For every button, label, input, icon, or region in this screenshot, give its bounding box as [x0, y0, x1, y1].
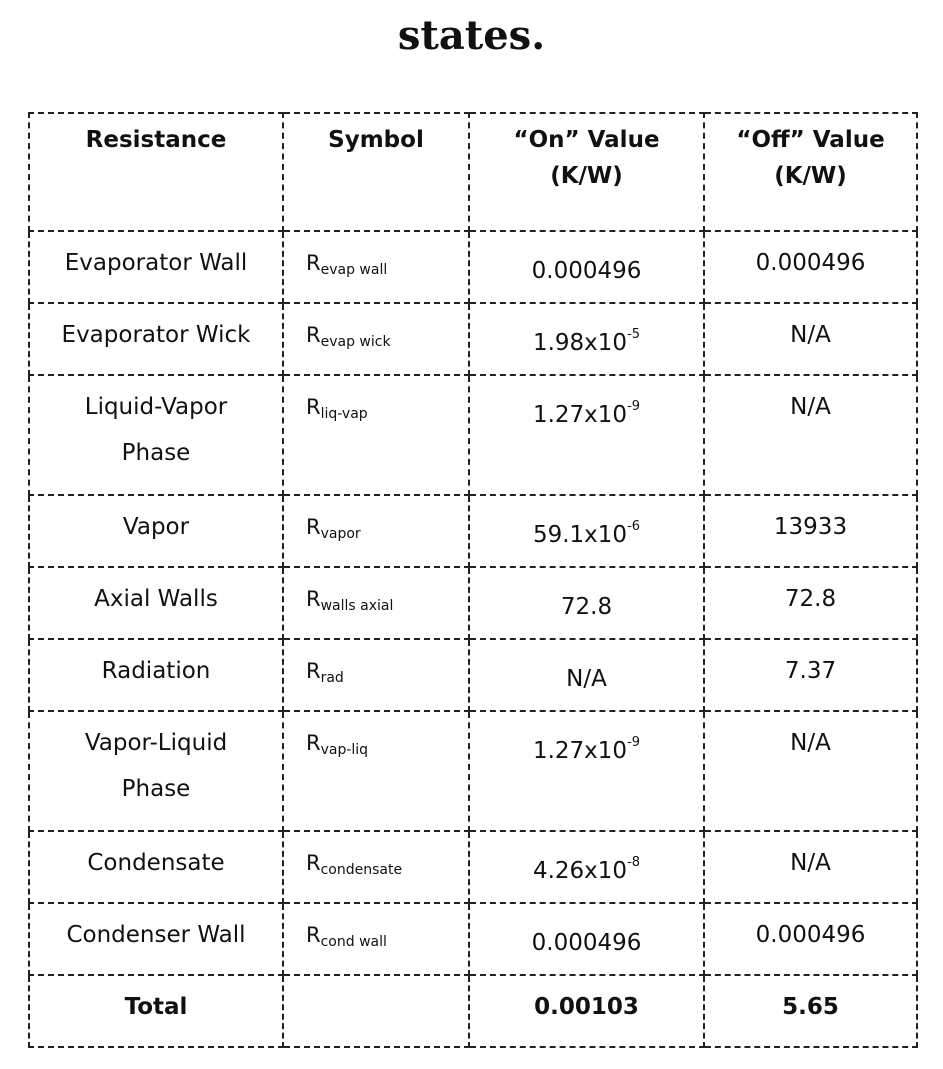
resistance-cell: [29, 903, 283, 975]
on-value-exponent: -9: [627, 735, 640, 750]
on-value: 1.27x10: [533, 738, 627, 764]
total-row: [29, 975, 917, 1047]
on-value: N/A: [566, 666, 607, 692]
on-value-cell: [469, 639, 704, 711]
header-resistance: Resistance: [29, 113, 283, 231]
on-value-cell: [469, 375, 704, 495]
resistance-name: Vapor: [123, 514, 189, 540]
off-value-cell: [704, 903, 917, 975]
resistance-cell: [29, 639, 283, 711]
on-value: 1.98x10: [533, 330, 627, 356]
resistance-cell: [29, 711, 283, 831]
off-value: N/A: [790, 850, 831, 876]
on-value-cell: [469, 303, 704, 375]
on-value-exponent: -8: [627, 855, 640, 870]
symbol-base: R: [306, 251, 321, 275]
table-row: [29, 903, 917, 975]
symbol-subscript: evap wall: [321, 262, 388, 278]
off-value-cell: [704, 303, 917, 375]
total-on-value: 0.00103: [469, 975, 704, 1047]
on-value-cell: [469, 903, 704, 975]
resistance-name: Vapor-Liquid Phase: [85, 730, 227, 802]
on-value-cell: [469, 831, 704, 903]
symbol-cell: [283, 639, 469, 711]
resistance-name: Condenser Wall: [66, 922, 245, 948]
resistance-name: Axial Walls: [94, 586, 218, 612]
resistance-name: Liquid-Vapor Phase: [85, 394, 228, 466]
on-value: 0.000496: [532, 930, 642, 956]
symbol-base: R: [306, 587, 321, 611]
off-value-cell: [704, 831, 917, 903]
resistance-name: Evaporator Wick: [62, 322, 251, 348]
total-symbol: [283, 975, 469, 1047]
off-value: 0.000496: [756, 250, 866, 276]
on-value: 4.26x10: [533, 858, 627, 884]
off-value: 7.37: [785, 658, 836, 684]
off-value-cell: [704, 495, 917, 567]
on-value: 59.1x10: [533, 522, 627, 548]
header-on-value: “On” Value (K/W): [469, 113, 704, 231]
symbol-cell: [283, 831, 469, 903]
symbol-subscript: walls axial: [321, 598, 394, 614]
symbol-subscript: evap wick: [321, 334, 391, 350]
table-row: [29, 375, 917, 495]
symbol-cell: [283, 231, 469, 303]
table-row: [29, 831, 917, 903]
symbol-subscript: rad: [321, 670, 344, 686]
symbol-base: R: [306, 323, 321, 347]
off-value-cell: [704, 639, 917, 711]
symbol-base: R: [306, 515, 321, 539]
symbol-cell: [283, 567, 469, 639]
resistance-name: Evaporator Wall: [65, 250, 247, 276]
symbol-cell: [283, 375, 469, 495]
on-value-exponent: -6: [627, 519, 640, 534]
resistance-cell: [29, 303, 283, 375]
on-value-exponent: -9: [627, 399, 640, 414]
resistance-table: [28, 112, 918, 1048]
total-label: Total: [29, 975, 283, 1047]
symbol-base: R: [306, 395, 321, 419]
table-row: [29, 639, 917, 711]
on-value-cell: [469, 231, 704, 303]
symbol-base: R: [306, 851, 321, 875]
table-row: [29, 711, 917, 831]
off-value: 0.000496: [756, 922, 866, 948]
off-value: N/A: [790, 394, 831, 420]
symbol-cell: [283, 495, 469, 567]
total-off-value: 5.65: [704, 975, 917, 1047]
table-header-row: [29, 113, 917, 231]
symbol-base: R: [306, 659, 321, 683]
off-value: N/A: [790, 730, 831, 756]
resistance-cell: [29, 831, 283, 903]
symbol-cell: [283, 711, 469, 831]
resistance-cell: [29, 495, 283, 567]
symbol-subscript: liq-vap: [321, 406, 368, 422]
header-off-value: “Off” Value (K/W): [704, 113, 917, 231]
on-value-exponent: -5: [627, 327, 640, 342]
on-value-cell: [469, 711, 704, 831]
table-row: [29, 495, 917, 567]
on-value: 72.8: [561, 594, 612, 620]
table-row: [29, 231, 917, 303]
header-symbol: Symbol: [283, 113, 469, 231]
symbol-base: R: [306, 731, 321, 755]
off-value-cell: [704, 567, 917, 639]
table-row: [29, 303, 917, 375]
symbol-subscript: vapor: [321, 526, 361, 542]
symbol-base: R: [306, 923, 321, 947]
table-row: [29, 567, 917, 639]
off-value: N/A: [790, 322, 831, 348]
off-value: 13933: [774, 514, 847, 540]
resistance-name: Condensate: [87, 850, 224, 876]
symbol-cell: [283, 303, 469, 375]
page-title: states.: [0, 12, 943, 59]
resistance-cell: [29, 231, 283, 303]
symbol-subscript: condensate: [321, 862, 402, 878]
symbol-subscript: vap-liq: [321, 742, 368, 758]
symbol-cell: [283, 903, 469, 975]
off-value: 72.8: [785, 586, 836, 612]
off-value-cell: [704, 231, 917, 303]
off-value-cell: [704, 375, 917, 495]
on-value: 0.000496: [532, 258, 642, 284]
on-value: 1.27x10: [533, 402, 627, 428]
resistance-cell: [29, 567, 283, 639]
off-value-cell: [704, 711, 917, 831]
symbol-subscript: cond wall: [321, 934, 387, 950]
on-value-cell: [469, 495, 704, 567]
resistance-name: Radiation: [102, 658, 211, 684]
resistance-cell: [29, 375, 283, 495]
on-value-cell: [469, 567, 704, 639]
